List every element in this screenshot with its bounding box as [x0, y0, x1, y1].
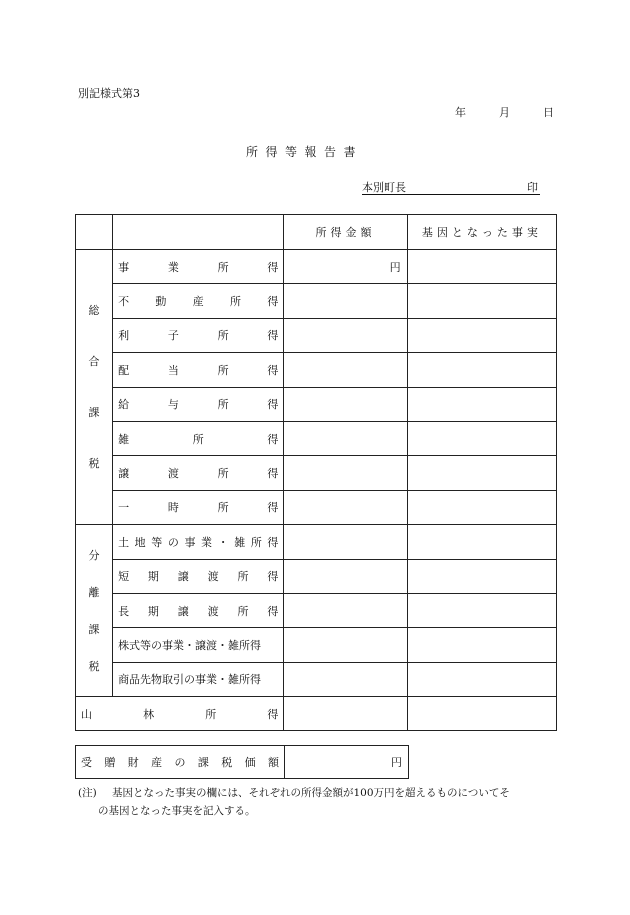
income-type-char: 雑	[234, 535, 246, 549]
gift-amount-cell[interactable]: 円	[285, 746, 409, 779]
cause-cell[interactable]	[407, 628, 556, 662]
income-row	[76, 318, 557, 352]
income-type-char: 株式等の事業・譲渡・雑所得	[118, 638, 262, 652]
income-type-char: 所	[237, 570, 249, 584]
sanrin-char: 得	[267, 707, 279, 721]
income-type-label	[113, 662, 284, 696]
addressee-line	[362, 179, 540, 195]
income-type-char: 所	[217, 329, 229, 343]
cause-cell[interactable]	[407, 353, 556, 387]
income-type-char: 得	[267, 604, 279, 618]
income-type-char: 得	[267, 432, 279, 446]
income-type-char: 業	[167, 260, 179, 274]
group-label-char: 合	[88, 355, 100, 369]
income-type-char: 期	[147, 604, 159, 618]
income-type-char: ・	[217, 535, 229, 549]
income-type-char: 子	[167, 329, 179, 343]
income-type-label	[113, 628, 284, 662]
cause-cell[interactable]	[407, 559, 556, 593]
table-header-row	[76, 215, 557, 250]
gift-label-char: 額	[268, 756, 279, 769]
income-type-char: 渡	[167, 467, 179, 481]
income-type-char: 利	[118, 329, 130, 343]
income-type-char: 得	[267, 363, 279, 377]
group-label-char: 分	[88, 548, 100, 562]
sanrin-row	[76, 697, 557, 731]
cause-cell[interactable]	[407, 593, 556, 627]
income-type-char: 与	[167, 398, 179, 412]
amount-cell[interactable]	[284, 628, 407, 662]
amount-cell[interactable]	[284, 559, 407, 593]
income-type-char: 地	[134, 535, 146, 549]
income-row	[76, 250, 557, 284]
income-type-char: 得	[267, 295, 279, 309]
amount-cell[interactable]	[284, 284, 407, 318]
income-type-char: 等	[151, 535, 163, 549]
addressee: 本別町長	[362, 181, 406, 194]
gift-table	[75, 745, 409, 779]
income-type-char: 譲	[118, 467, 130, 481]
income-type-label	[113, 284, 284, 318]
gift-label-char: 産	[151, 756, 163, 769]
cause-cell[interactable]	[407, 284, 556, 318]
income-type-char: 得	[267, 570, 279, 584]
income-type-char: 所	[230, 295, 242, 309]
income-type-char: 譲	[177, 604, 189, 618]
amount-cell[interactable]: 円	[284, 250, 407, 284]
group-label-char: 課	[88, 406, 100, 420]
header-cause: 基因となった事実	[407, 215, 556, 250]
group-label-char: 税	[88, 659, 100, 673]
income-type-label	[113, 250, 284, 284]
income-type-char: 得	[267, 260, 279, 274]
income-type-char: 期	[147, 570, 159, 584]
income-type-char: 商品先物取引の事業・雑所得	[118, 673, 262, 687]
income-type-label	[113, 490, 284, 524]
income-type-char: 所	[217, 363, 229, 377]
cause-cell[interactable]	[407, 387, 556, 421]
income-type-char: 所	[217, 260, 229, 274]
income-type-char: 時	[167, 501, 179, 515]
gift-label-char: 贈	[104, 756, 116, 769]
cause-cell[interactable]	[407, 421, 556, 455]
income-type-char: 業	[201, 535, 213, 549]
date-year: 年	[455, 106, 466, 119]
date-line	[455, 104, 554, 120]
income-type-char: 所	[217, 467, 229, 481]
footnote	[78, 784, 510, 820]
cause-cell[interactable]	[407, 318, 556, 352]
date-day: 日	[543, 106, 554, 119]
income-type-label	[113, 559, 284, 593]
income-row	[76, 421, 557, 455]
cause-cell[interactable]	[407, 662, 556, 696]
cause-cell[interactable]	[407, 250, 556, 284]
income-type-char: 配	[118, 363, 130, 377]
income-type-char: 長	[118, 604, 130, 618]
income-type-char: 得	[267, 398, 279, 412]
income-type-char: 渡	[207, 570, 219, 584]
group-label-char: 総	[88, 304, 100, 318]
cause-cell[interactable]	[407, 697, 556, 731]
income-type-char: 短	[118, 570, 130, 584]
income-type-char: 不	[118, 295, 130, 309]
sanrin-char: 林	[143, 707, 155, 721]
income-type-char: の	[167, 535, 179, 549]
income-row	[76, 387, 557, 421]
income-type-label	[113, 456, 284, 490]
amount-cell[interactable]	[284, 697, 407, 731]
gift-label	[76, 746, 285, 779]
income-type-char: 得	[267, 501, 279, 515]
form-number: 別記様式第3	[78, 87, 140, 100]
sanrin-char: 山	[81, 707, 92, 721]
income-type-label	[113, 318, 284, 352]
amount-cell[interactable]	[284, 318, 407, 352]
sanrin-label	[76, 697, 284, 731]
income-type-label	[113, 353, 284, 387]
cause-cell[interactable]	[407, 490, 556, 524]
income-type-char: 土	[118, 535, 130, 549]
income-row	[76, 284, 557, 318]
income-type-label	[113, 593, 284, 627]
group-label	[76, 525, 113, 697]
header-blank-cell	[76, 215, 113, 250]
note-line-2: の基因となった事実を記入する。	[98, 805, 256, 817]
income-type-char: 得	[267, 467, 279, 481]
income-type-label	[113, 387, 284, 421]
amount-cell[interactable]	[284, 387, 407, 421]
header-amount: 所得金額	[284, 215, 407, 250]
gift-label-char: 価	[244, 756, 256, 769]
cause-cell[interactable]	[407, 456, 556, 490]
income-type-char: 動	[155, 295, 167, 309]
group-label	[76, 250, 113, 525]
income-type-label	[113, 421, 284, 455]
amount-cell[interactable]	[284, 593, 407, 627]
amount-cell[interactable]	[284, 456, 407, 490]
amount-cell[interactable]	[284, 353, 407, 387]
note-line-1: 基因となった事実の欄には、それぞれの所得金額が100万円を超えるものについてそ	[112, 787, 510, 799]
note-mark: (注)	[78, 787, 97, 799]
cause-cell[interactable]	[407, 525, 556, 559]
gift-label-char: 税	[221, 756, 233, 769]
income-type-char: 所	[192, 432, 204, 446]
date-month: 月	[499, 106, 510, 119]
gift-label-char: 財	[127, 756, 139, 769]
income-type-char: 所	[217, 398, 229, 412]
income-type-char: 雑	[118, 432, 130, 446]
gift-label-char: 課	[197, 756, 209, 769]
income-type-label	[113, 525, 284, 559]
income-type-char: 譲	[177, 570, 189, 584]
income-row	[76, 593, 557, 627]
income-row	[76, 490, 557, 524]
income-row	[76, 353, 557, 387]
amount-cell[interactable]	[284, 421, 407, 455]
income-row	[76, 456, 557, 490]
gift-label-char: の	[174, 756, 186, 769]
group-label-char: 離	[88, 585, 100, 599]
income-type-char: 当	[167, 363, 179, 377]
amount-cell[interactable]	[284, 662, 407, 696]
income-type-char: 給	[118, 398, 130, 412]
group-label-char: 課	[88, 622, 100, 636]
income-row	[76, 662, 557, 696]
income-type-char: 一	[118, 501, 130, 515]
income-row	[76, 559, 557, 593]
income-type-char: 所	[250, 535, 262, 549]
income-type-char: 所	[237, 604, 249, 618]
gift-label-char: 受	[81, 756, 92, 769]
income-type-char: 得	[267, 535, 279, 549]
income-type-char: 事	[118, 260, 130, 274]
income-type-char: 所	[217, 501, 229, 515]
amount-cell[interactable]	[284, 525, 407, 559]
group-label-char: 税	[88, 457, 100, 471]
seal-mark: 印	[527, 181, 538, 194]
income-type-char: 得	[267, 329, 279, 343]
gift-row	[76, 746, 409, 779]
income-type-char: 渡	[207, 604, 219, 618]
page-title: 所得等報告書	[246, 145, 364, 159]
income-row	[76, 628, 557, 662]
header-blank-cell	[113, 215, 284, 250]
income-type-char: 事	[184, 535, 196, 549]
income-row	[76, 525, 557, 559]
sanrin-char: 所	[205, 707, 217, 721]
income-type-char: 産	[192, 295, 204, 309]
income-table	[75, 214, 557, 731]
amount-cell[interactable]	[284, 490, 407, 524]
